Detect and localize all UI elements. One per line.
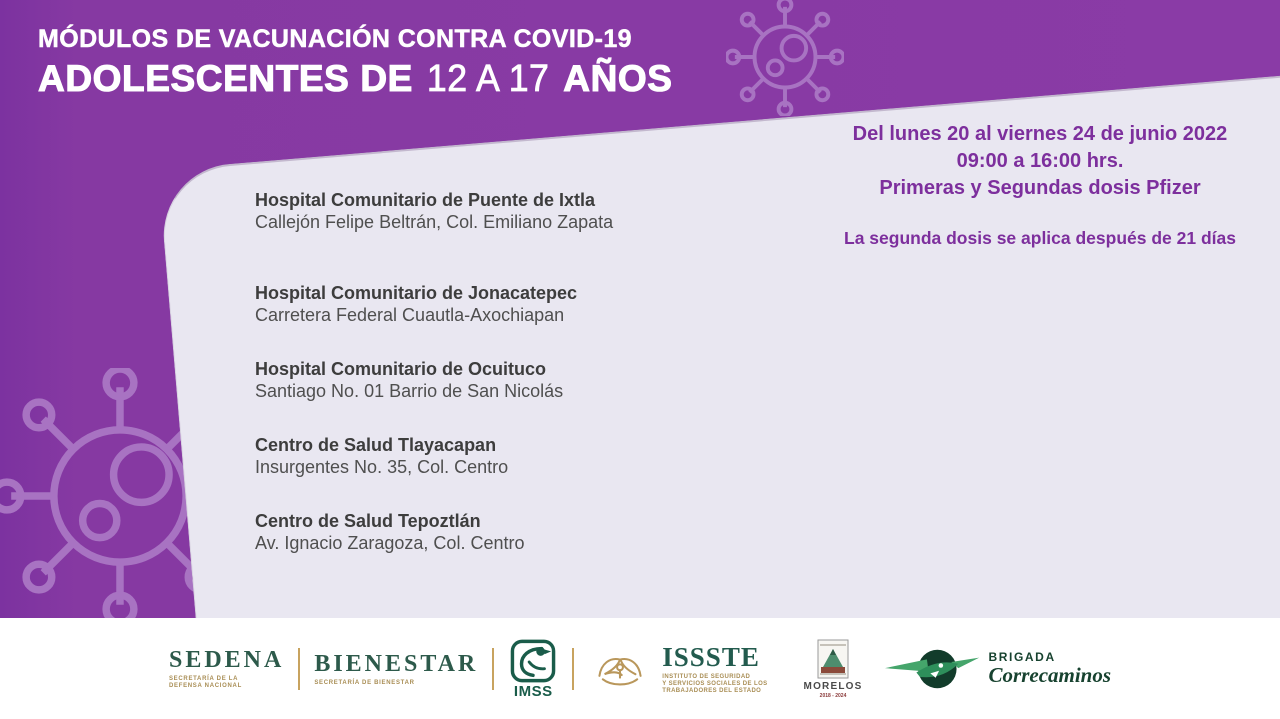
sedena-subtext	[169, 676, 242, 690]
schedule-doses: Primeras y Segundas dosis Pfizer	[879, 177, 1201, 199]
brigada-wordmark: BRIGADA	[988, 649, 1056, 664]
bienestar-subtext: SECRETARÍA DE BIENESTAR	[314, 679, 415, 686]
correcaminos-wordmark: Correcaminos	[988, 662, 1112, 687]
page-title	[38, 24, 673, 100]
imss-eagle-icon	[510, 639, 556, 683]
morelos-wordmark: MORELOS	[803, 680, 863, 692]
location-name: Hospital Comunitario de Puente de Ixtla	[255, 190, 596, 210]
title-line-2-part3: AÑOS	[563, 58, 673, 99]
divider	[298, 648, 300, 690]
list-item	[255, 358, 613, 402]
location-address: Carretera Federal Cuautla-Axochiapan	[255, 305, 565, 325]
title-line-2	[38, 58, 673, 100]
logo-footer	[0, 618, 1280, 719]
issste-logo	[594, 643, 767, 695]
issste-subtext-line3: TRABAJADORES DEL ESTADO	[662, 687, 762, 694]
bienestar-logo	[314, 651, 478, 687]
location-address: Santiago No. 01 Barrio de San Nicolás	[255, 381, 564, 401]
list-item	[255, 434, 613, 478]
imss-wordmark: IMSS	[513, 682, 553, 700]
morelos-seal-icon	[817, 639, 849, 679]
schedule-hours: 09:00 a 16:00 hrs.	[956, 150, 1124, 172]
sedena-wordmark: SEDENA	[168, 647, 285, 673]
divider	[492, 648, 494, 690]
roadrunner-bird-icon	[885, 644, 981, 694]
title-line-1: MÓDULOS DE VACUNACIÓN CONTRA COVID-19	[38, 25, 632, 53]
title-line-2-part1: ADOLESCENTES DE	[38, 58, 413, 99]
list-item	[255, 189, 613, 233]
schedule-note: La segunda dosis se aplica después de 21 días	[844, 228, 1236, 248]
divider	[572, 648, 574, 690]
morelos-logo	[804, 639, 863, 699]
location-address: Av. Ignacio Zaragoza, Col. Centro	[255, 533, 525, 553]
issste-subtext	[662, 674, 767, 695]
location-address: Callejón Felipe Beltrán, Col. Emiliano Zapata	[255, 212, 614, 232]
locations-list	[255, 189, 613, 586]
issste-subtext-line1: INSTITUTO DE SEGURIDAD	[662, 673, 751, 680]
sedena-subtext-line1: SECRETARÍA DE LA	[168, 676, 239, 682]
sedena-logo	[169, 647, 284, 690]
imss-logo	[510, 639, 556, 699]
brigada-correcaminos-logo	[885, 644, 1112, 694]
location-name: Hospital Comunitario de Ocuituco	[255, 359, 547, 379]
location-name: Hospital Comunitario de Jonacatepec	[255, 283, 578, 303]
list-item	[255, 510, 613, 554]
morelos-years: 2018 - 2024	[819, 692, 847, 699]
issste-subtext-line2: Y SERVICIOS SOCIALES DE LOS	[662, 680, 768, 687]
bienestar-wordmark: BIENESTAR	[314, 650, 479, 677]
virus-icon	[726, 0, 844, 116]
title-line-2-ages: 12 A 17	[426, 58, 550, 100]
sedena-subtext-line2: DEFENSA NACIONAL	[168, 683, 242, 689]
schedule-info	[810, 121, 1270, 249]
list-item	[255, 282, 613, 326]
issste-wordmark: ISSSTE	[662, 641, 760, 672]
location-address: Insurgentes No. 35, Col. Centro	[255, 457, 509, 477]
brigada-text	[989, 651, 1112, 687]
location-name: Centro de Salud Tepoztlán	[255, 511, 481, 531]
issste-text	[662, 643, 767, 695]
issste-hands-icon	[594, 645, 646, 693]
schedule-dates: Del lunes 20 al viernes 24 de junio 2022	[852, 123, 1228, 145]
location-name: Centro de Salud Tlayacapan	[255, 435, 497, 455]
